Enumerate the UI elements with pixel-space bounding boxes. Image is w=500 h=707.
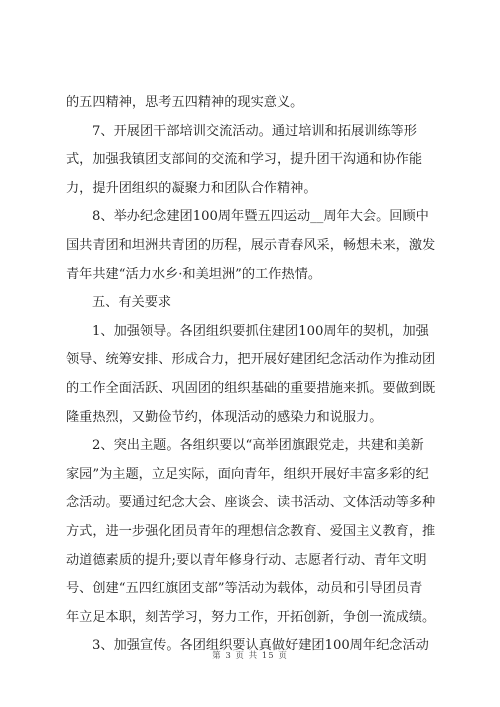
body-line: 年立足本职，刻苦学习，努力工作，开拓创新，争创一流成绩。 — [66, 609, 436, 625]
body-line: 方式，进一步强化团员青年的理想信念教育、爱国主义教育，推 — [66, 523, 436, 539]
body-line: 2、突出主题。各组织要以“高举团旗跟党走，共建和美新 — [92, 438, 424, 454]
body-line: 动道德素质的提升;要以青年修身行动、志愿者行动、青年文明 — [66, 552, 427, 568]
page-number-footer: 第 3 页 共 15 页 — [212, 651, 288, 661]
body-line: 7、开展团干部培训交流活动。通过培训和拓展训练等形 — [92, 123, 417, 139]
body-line: 8、举办纪念建团100周年暨五四运动__周年大会。回顾中 — [92, 209, 429, 225]
body-line: 号、创建“五四红旗团支部”等活动为载体，动员和引导团员青 — [66, 581, 423, 597]
body-line: 念活动。要通过纪念大会、座谈会、读书活动、文体活动等多种 — [66, 495, 436, 511]
body-line: 领导、统筹安排、形成合力，把开展好建团纪念活动作为推动团 — [66, 352, 436, 368]
body-line: 力，提升团组织的凝聚力和团队合作精神。 — [66, 180, 317, 196]
document-body — [66, 89, 438, 661]
body-line: 式，加强我镇团支部间的交流和学习，提升团干沟通和协作能 — [66, 152, 423, 168]
body-line: 3、加强宣传。各团组织要认真做好建团100周年纪念活动 — [92, 638, 429, 654]
body-line: 隆重热烈，又勤俭节约，体现活动的感染力和说服力。 — [66, 409, 383, 425]
body-line: 国共青团和坦洲共青团的历程，展示青春风采，畅想未来，激发 — [66, 237, 436, 253]
body-line: 青年共建“活力水乡·和美坦洲”的工作热情。 — [66, 266, 322, 282]
body-line: 的五四精神，思考五四精神的现实意义。 — [66, 95, 304, 110]
body-line: 1、加强领导。各团组织要抓住建团100周年的契机，加强 — [92, 323, 429, 339]
body-line: 的工作全面活跃、巩固团的组织基础的重要措施来抓。要做到既 — [66, 380, 436, 396]
section-heading: 五、有关要求 — [92, 295, 172, 311]
body-line: 家园”为主题，立足实际，面向青年，组织开展好丰富多彩的纪 — [66, 466, 429, 482]
